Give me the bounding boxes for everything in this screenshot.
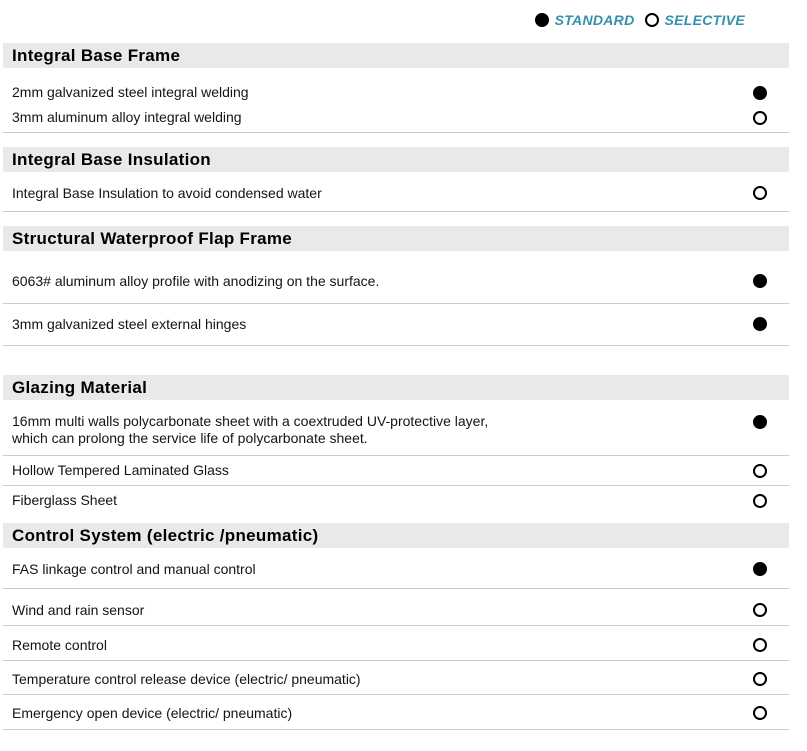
section-header-glazing-material: Glazing Material	[3, 375, 789, 400]
section-header-structural-waterproof-flap-frame: Structural Waterproof Flap Frame	[3, 226, 789, 251]
spec-table	[3, 43, 789, 730]
marker-dot-icon	[753, 317, 767, 331]
table-row	[3, 555, 789, 583]
table-row	[3, 180, 789, 206]
row-text: Fiberglass Sheet	[12, 492, 118, 508]
row-divider	[3, 132, 789, 133]
row-text: Remote control	[12, 636, 107, 653]
row-divider	[3, 729, 789, 730]
row-text: Hollow Tempered Laminated Glass	[12, 462, 229, 478]
marker-dot-icon	[753, 706, 767, 720]
row-divider	[3, 660, 789, 661]
table-row	[3, 308, 789, 340]
row-divider	[3, 694, 789, 695]
legend-selective-label: SELECTIVE	[664, 12, 745, 28]
marker-dot-icon	[753, 672, 767, 686]
marker-dot-icon	[753, 274, 767, 288]
standard-filled-dot-icon	[535, 13, 549, 27]
legend	[0, 9, 745, 31]
row-text: FAS linkage control and manual control	[12, 560, 256, 577]
row-divider	[3, 303, 789, 304]
marker-dot-icon	[753, 562, 767, 576]
row-text: 3mm galvanized steel external hinges	[12, 315, 247, 332]
table-row	[3, 80, 789, 105]
table-row	[3, 105, 789, 130]
row-text: Emergency open device (electric/ pneumatic)	[12, 704, 293, 721]
row-text-line: which can prolong the service life of polycarbonate sheet.	[12, 430, 368, 446]
row-text: 6063# aluminum alloy profile with anodizing on the surface.	[12, 272, 380, 289]
marker-dot-icon	[753, 415, 767, 429]
row-divider	[3, 455, 789, 456]
spec-sheet	[0, 9, 807, 751]
marker-dot-icon	[753, 86, 767, 100]
row-divider	[3, 345, 789, 346]
row-text-line: 16mm multi walls polycarbonate sheet with a coextruded UV-protective layer,	[12, 413, 489, 429]
section-header-integral-base-insulation: Integral Base Insulation	[3, 147, 789, 172]
row-divider	[3, 485, 789, 486]
table-row	[3, 631, 789, 659]
table-row	[3, 699, 789, 727]
legend-standard-label: STANDARD	[554, 12, 635, 28]
row-text: Integral Base Insulation to avoid condensed water	[12, 184, 322, 201]
row-text	[12, 413, 488, 447]
marker-dot-icon	[753, 494, 767, 508]
row-divider	[3, 211, 789, 212]
selective-hollow-dot-icon	[645, 13, 659, 27]
row-text: 2mm galvanized steel integral welding	[12, 84, 249, 100]
marker-dot-icon	[753, 111, 767, 125]
table-row	[3, 596, 789, 624]
row-text: Temperature control release device (electric/ pneumatic)	[12, 670, 361, 687]
marker-dot-icon	[753, 464, 767, 478]
table-row	[3, 265, 789, 297]
row-text: 3mm aluminum alloy integral welding	[12, 109, 242, 125]
section-header-control-system: Control System (electric /pneumatic)	[3, 523, 789, 548]
row-text: Wind and rain sensor	[12, 601, 145, 618]
table-row	[3, 457, 789, 484]
table-row	[3, 665, 789, 693]
marker-dot-icon	[753, 638, 767, 652]
marker-dot-icon	[753, 603, 767, 617]
section-header-integral-base-frame: Integral Base Frame	[3, 43, 789, 68]
row-divider	[3, 625, 789, 626]
row-divider	[3, 588, 789, 589]
marker-dot-icon	[753, 186, 767, 200]
table-row	[3, 487, 789, 514]
table-row	[3, 413, 789, 447]
